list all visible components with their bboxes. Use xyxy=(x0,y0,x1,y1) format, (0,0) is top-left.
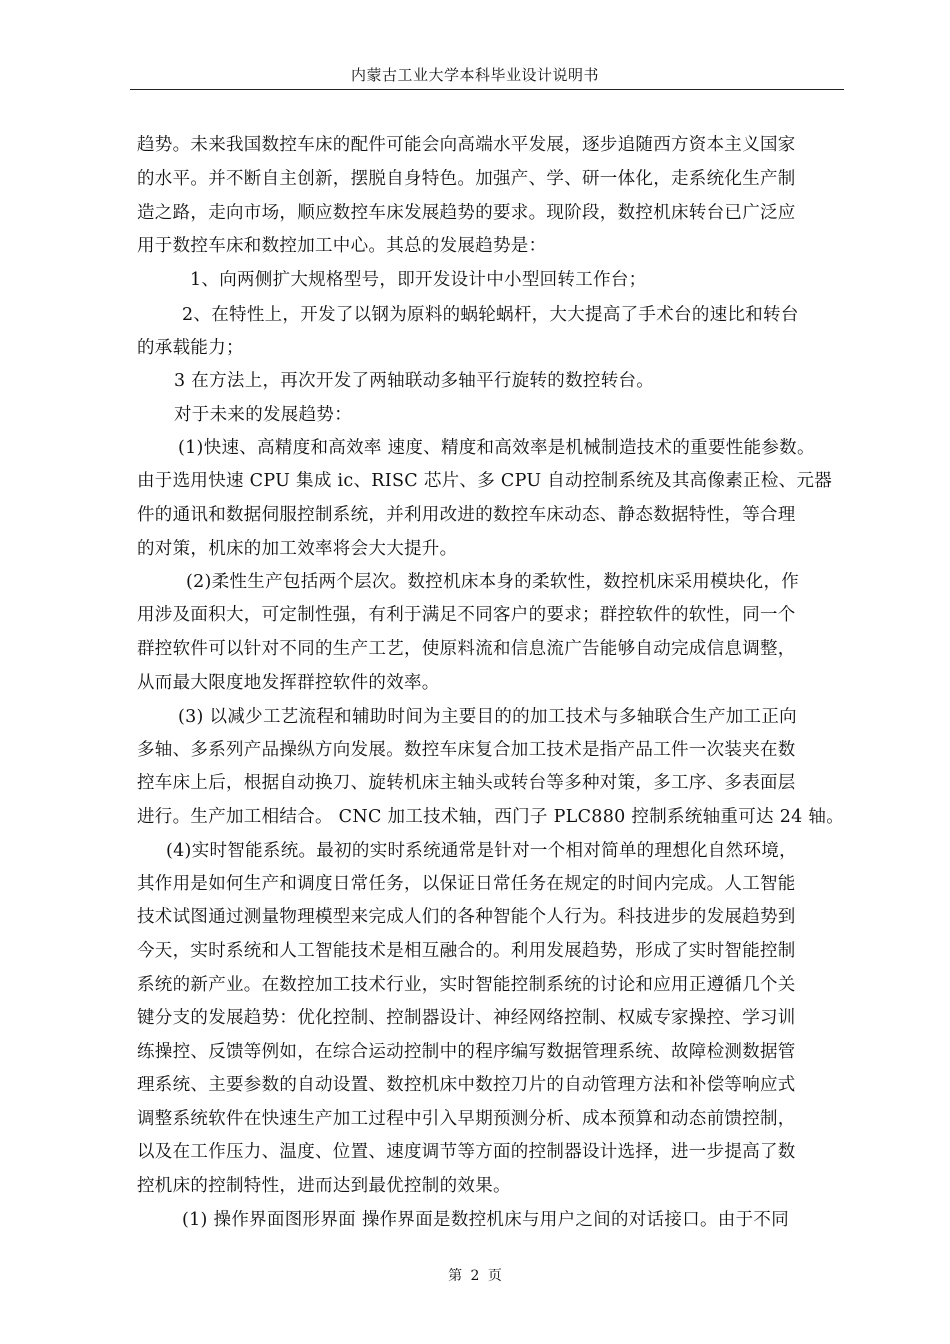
body-line: 用涉及面积大，可定制性强，有利于满足不同客户的要求；群控软件的软性，同一个 xyxy=(137,605,796,625)
body-line: 控车床上后，根据自动换刀、旋转机床主轴头或转台等多种对策，多工序、多表面层 xyxy=(137,773,796,793)
body-line: 1、向两侧扩大规格型号，即开发设计中小型回转工作台； xyxy=(190,270,647,290)
body-line: 的对策，机床的加工效率将会大大提升。 xyxy=(137,539,458,559)
body-line: 的水平。并不断自主创新，摆脱自身特色。加强产、学、研一体化，走系统化生产制 xyxy=(137,169,796,189)
body-line: 其作用是如何生产和调度日常任务，以保证日常任务在规定的时间内完成。人工智能 xyxy=(137,874,796,894)
body-line: 的承载能力； xyxy=(137,338,244,358)
body-line: (3) 以减少工艺流程和辅助时间为主要目的的加工技术与多轴联合生产加工正向 xyxy=(178,707,797,727)
body-line: 趋势。未来我国数控车床的配件可能会向高端水平发展，逐步追随西方资本主义国家 xyxy=(137,135,796,155)
body-line: 技术试图通过测量物理模型来完成人们的各种智能个人行为。科技进步的发展趋势到 xyxy=(137,907,796,927)
body-line: 2、在特性上，开发了以钢为原料的蜗轮蜗杆，大大提高了手术台的速比和转台 xyxy=(182,305,799,325)
body-line: 调整系统软件在快速生产加工过程中引入早期预测分析、成本预算和动态前馈控制， xyxy=(137,1109,796,1129)
page-number: 第 2 页 xyxy=(448,1268,502,1284)
body-line: 用于数控车床和数控加工中心。其总的发展趋势是： xyxy=(137,236,547,256)
body-line: 理系统、主要参数的自动设置、数控机床中数控刀片的自动管理方法和补偿等响应式 xyxy=(137,1075,796,1095)
body-line: 多轴、多系列产品操纵方向发展。数控车床复合加工技术是指产品工件一次装夹在数 xyxy=(137,740,796,760)
body-line: 由于选用快速 CPU 集成 ic、RISC 芯片、多 CPU 自动控制系统及其高像素正检、元器 xyxy=(137,471,833,491)
body-line: 今天，实时系统和人工智能技术是相互融合的。利用发展趋势，形成了实时智能控制 xyxy=(137,941,796,961)
body-line: (4)实时智能系统。最初的实时系统通常是针对一个相对简单的理想化自然环境， xyxy=(166,841,797,861)
body-line: 系统的新产业。在数控加工技术行业，实时智能控制系统的讨论和应用正遵循几个关 xyxy=(137,975,796,995)
body-line: 练操控、反馈等例如，在综合运动控制中的程序编写数据管理系统、故障检测数据管 xyxy=(137,1042,796,1062)
body-line: 键分支的发展趋势：优化控制、控制器设计、神经网络控制、权威专家操控、学习训 xyxy=(137,1008,796,1028)
body-line: 件的通讯和数据伺服控制系统，并利用改进的数控车床动态、静态数据特性，等合理 xyxy=(137,505,796,525)
header-title: 内蒙古工业大学本科毕业设计说明书 xyxy=(350,66,599,84)
body-line: 以及在工作压力、温度、位置、速度调节等方面的控制器设计选择，进一步提高了数 xyxy=(137,1142,796,1162)
body-line: (1) 操作界面图形界面 操作界面是数控机床与用户之间的对话接口。由于不同 xyxy=(182,1210,790,1230)
body-line: 控机床的控制特性，进而达到最优控制的效果。 xyxy=(137,1176,511,1196)
body-line: (1)快速、高精度和高效率 速度、精度和高效率是机械制造技术的重要性能参数。 xyxy=(178,438,815,458)
body-line: (2)柔性生产包括两个层次。数控机床本身的柔软性，数控机床采用模块化，作 xyxy=(186,572,800,592)
body-line: 群控软件可以针对不同的生产工艺，使原料流和信息流广告能够自动完成信息调整， xyxy=(137,639,796,659)
body-line: 从而最大限度地发挥群控软件的效率。 xyxy=(137,673,440,693)
body-line: 造之路，走向市场，顺应数控车床发展趋势的要求。现阶段，数控机床转台已广泛应 xyxy=(137,203,796,223)
header-divider xyxy=(130,89,844,90)
body-line: 3 在方法上，再次开发了两轴联动多轴平行旋转的数控转台。 xyxy=(174,371,655,391)
body-line: 对于未来的发展趋势： xyxy=(174,405,352,425)
body-line: 进行。生产加工相结合。 CNC 加工技术轴，西门子 PLC880 控制系统轴重可达 24 轴。 xyxy=(137,807,845,827)
